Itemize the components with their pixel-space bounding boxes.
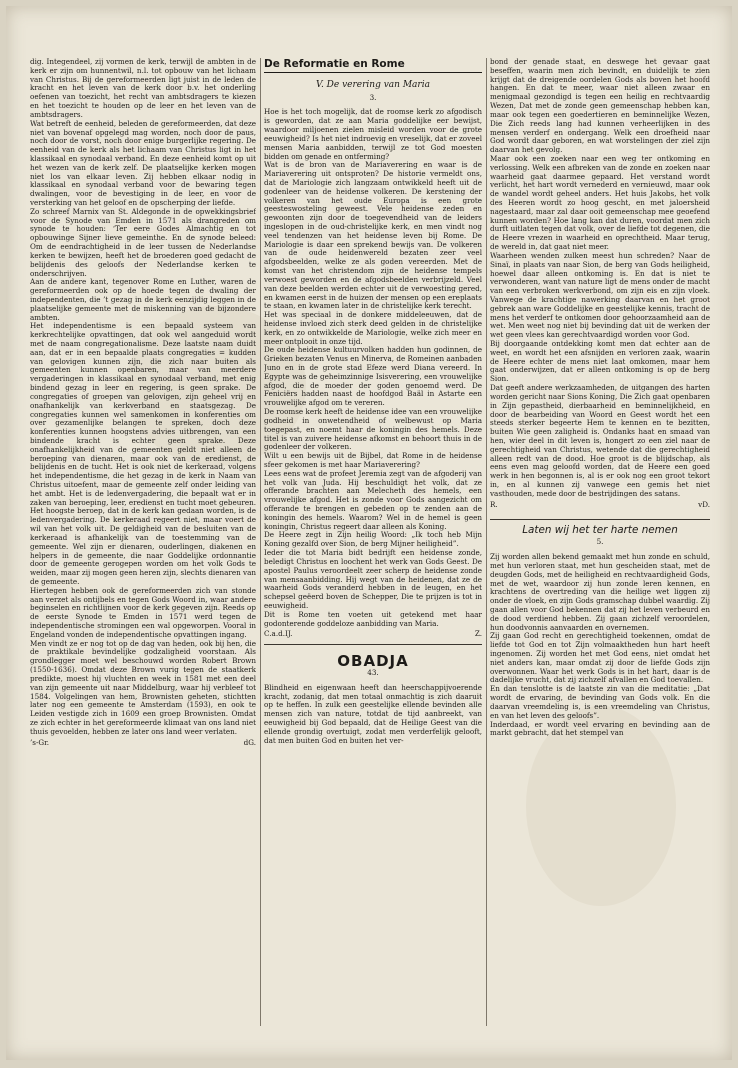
signature-place: ’s-Gr.	[30, 737, 50, 747]
article-subtitle: V. De verering van Maria	[316, 79, 430, 90]
section-title: De Reformatie en Rome	[264, 60, 482, 73]
article-column-reformatie	[264, 58, 482, 1018]
laten-title: Laten wij het ter harte nemen	[490, 519, 710, 535]
article-signature	[30, 739, 256, 748]
paragraph: Dit is Rome ten voeten uit getekend met haar godonterende goddeloze aanbidding van Maria.	[264, 609, 482, 628]
paragraph: Dat geeft andere werkzaamheden, de uitgangen des harten worden gericht naar Sions Koning, Die Zich gaat openbaren in Zijn gepastheid, dierbaarheid en beminnelijkheid, en door de bearbeiding van Woord en Geest wordt het een steeds sterker begeerte Hem te kennen en te bezitten, buiten Wie geen zaligheid is. Ondanks haat en smaad van hen, wier deel in dit leven is, hongert zo een ziel naar de gerechtigheid van Christus, wetende dat die gerechtigheid alleen redt van de dood. Hoe groot is de blijdschap, als eens even mag geloofd worden, dat de Heere een goed werk in hen begonnen is, al is er ook nog een groot tekort in, en al kunnen zij vanwege een gemis het niet vasthouden, mede door de bestrijdingen des satans.	[490, 383, 710, 498]
paragraph: Aan de andere kant, tegenover Rome en Luther, waren de gereformeerden ook op de hoede tegen de dwaling der independenten, die ’t gezag in de kerk eenzijdig leggen in de plaatselijke gemeente met de miskenning van de bijzondere ambten.	[30, 277, 256, 322]
paragraph: De Heere zegt in Zijn heilig Woord: „Ik toch heb Mijn Koning gezalfd over Sion, de berg Mijner heiligheid”.	[264, 530, 482, 549]
paragraph: De roomse kerk heeft de heidense idee van een vrouwelijke godheid in onwetendheid of welbewust op Maria toegepast, en noemt haar de koningin des hemels. Deze titel is van zuivere heidense afkomst en behoort thuis in de godenleer der volkeren.	[264, 407, 482, 452]
paragraph: Maar ook een zoeken naar een weg ter ontkoming en verlossing. Welk een afbreken van de zonde en zoeken naar waarheid gaat daarmee gepaard. Het verstand wordt verlicht, het hart wordt vernederd en vernieuwd, maar ook de wandel wordt geheel anders. Het huis Jakobs, het volk des Heeren wordt zo hoog gescht, en met jaloersheid nagestaard, maar zal daar ooit gemeenschap mee geoefend kunnen worden? Hoe lang kan dat duren, voordat men zich durft uitlaten tegen dat volk, over de liefde tot degenen, die de Heere vrezen in waarheid en oprechtheid. Maar terug, de wereld in, dat gaat niet meer.	[490, 153, 710, 252]
paragraph: Bij doorgaande ontdekking komt men dat echter aan de weet, en wordt het een afsnijden en verloren zaak, waarin de Heere echter de mens niet laat omkomen, maar hem gaat onderwijzen, dat er alleen ontkoming is op de berg Sion.	[490, 339, 710, 384]
paragraph: Ieder die tot Maria bidt bedrijft een heidense zonde, beledigt Christus en loochent het werk van Gods Geest. De apostel Paulus veroordeelt zeer scherp de heidense zonde van mensaanbidding. Hij wegt van de heidenen, dat ze de waarheid Gods veranderd hebben in de leugen, en het schepsel geëerd boven de Schepper, Die te prijzen is tot in eeuwigheid.	[264, 548, 482, 610]
paragraph: Zij gaan God recht en gerechtigheid toekennen, omdat de liefde tot God en tot Zijn volmaaktheden hun hart heeft ingenomen. Zij worden het met God eens, niet omdat het niet anders kan, maar omdat zij door de liefde Gods zijn overwonnen. Waar het werk Gods is in het hart, daar is de dadelijke vrucht, dat zij zichzelf afvallen en God toevallen.	[490, 631, 710, 685]
paragraph: Hoe is het toch mogelijk, dat de roomse kerk zo afgodisch is geworden, dat ze aan Maria goddelijke eer bewijst, waardoor miljoenen zielen misleid worden voor de grote eeuwigheid? Is het niet indroevig en vreselijk, dat er zoveel mensen Maria aanbidden, terwijl ze tot God moesten bidden om genade en ontferming?	[264, 107, 482, 161]
article-number: 3.	[369, 92, 377, 102]
laten-number: 5.	[596, 537, 604, 547]
signature-initials: vD.	[698, 499, 710, 509]
paragraph: Hiertegen hebben ook de gereformeerden zich van stonde aan verzet als ontijbels en tegen Gods Woord in, waar andere beginselen en richtlijnen voor de kerk gegeven zijn. Reeds op de eerste Synode te Emden in 1571 werd tegen de independentische stromingen een wal opgeworpen. Vooral in Engeland vonden de independentische opvattingen ingang.	[30, 585, 256, 639]
article-column-obadja-continued	[490, 58, 710, 1018]
signature-place: Z.	[474, 629, 482, 639]
paragraph: Het independentisme is een bepaald systeem van kerkrechtelijke opvattingen, dat ook wel aangeduid wordt met de naam congregationalisme. Deze laatste naam duidt aan, dat er in een bepaalde plaats congregaties = kudden van gelovigen kunnen zijn, die zich naar buiten als gemeenten kunnen openbaren, maar van meerdere vergaderingen in klassikaal en synodaal verband, met enig bindend gezag in leer en regering, is geen sprake. De congregaties of groepen van gelovigen, zijn geheel vrij en onafhankelijk van kerkverband en staatsgezag. De congregaties kunnen wel samenkomen in konferenties om over gezamenlijke belangen te spreken, doch deze konferenties kunnen hoogstens advies uitbrengen, van een bindende kracht is echter geen sprake. Deze onafhankelijkheid van de gemeenten geldt niet alleen de beroeping van dienaren, maar ook van de eredienst, de belijdenis en de tucht. Het is ook niet de kerkeraad, volgens het independentisme, die het gezag in de kerk in Naam van Christus uitoefent, maar de gemeente zelf onder leiding van het ambt. Het is de ledenvergadering, die bepaalt wat er in zaken van beroeping, leer, eredienst en tucht moet gebeuren. Het hoogste beroep, dat in de kerk kan gedaan worden, is de ledenvergadering. De kerkeraad regeert niet, maar voert de wil van het volk uit. De geldigheid van de besluiten van de kerkeraad is afhankelijk van de toestemming van de gemeente. Wel zijn er dienaren, ouderlingen, diakenen en helpers in de gemeente, die naar Goddelijke ordonnantie door de gemeente gerogepen worden om het volk Gods te weiden, maar zij mogen geen heren zijn, slechts dienaren van de gemeente.	[30, 321, 256, 586]
signature-initials: dG.	[243, 737, 256, 747]
obadja-number: 43.	[367, 668, 379, 677]
paragraph: Lees eens wat de profeet Jeremia zegt van de afgoderij van het volk van Juda. Hij beschuldigt het volk, dat ze offerande brachten aan Melecheth des hemels, een vrouwelijke afgod. Het is zonde voor Gods aangezicht om offerande te brengen en gebeden op te zenden aan de koningin des hemels. Waarom? Wel in de hemel is geen koningin, Christus regeert daar alleen als Koning.	[264, 468, 482, 531]
paragraph: Inderdaad, er wordt veel ervaring en bevinding aan de markt gebracht, dat het stempel van	[490, 719, 710, 738]
paragraph: Waarheen wenden zulken meest hun schreden? Naar de Sinaï, in plaats van naar Sion, de berg van Gods heiligheid, hoewel daar alleen ontkoming is. En dat is niet te verwonderen, want van nature ligt de mens onder de macht van een verbroken werkverbond, om zijn eis en zijn vloek. Vanwege de krachtige nawerking daarvan en het groot gebrek aan ware Goddelijke en geestelijke kennis, tracht de mens het verderf te ontkomen door gehoorzaamheid aan de wet. Men weet nog niet bij bevinding dat uit de werken der wet geen vlees kan gerechtvaardigd worden voor God.	[490, 250, 710, 340]
paragraph: Zo schreef Marnix van St. Aldegonde in de opwekkingsbrief voor de Synode van Emden in 1571 als drangreden om synode te houden: ‘Ter eere Godes Almachtig en tot opbouwinge Sijner lieve gemeinthe. En de synode beleed: Om de eendrachtigheid in de leer tussen de Nederlandse kerken te bewijzen, heeft het de broederen goed gedacht de belijdenis des geloofs der Nederlandse kerken te onderschrijven.	[30, 206, 256, 278]
column-rule	[486, 58, 487, 1026]
signature-initials: C.a.d.IJ.	[264, 629, 293, 639]
article-signature	[264, 630, 482, 639]
paragraph: Zij worden allen bekend gemaakt met hun zonde en schuld, met hun verloren staat, met hun gescheiden staat, met de deugden Gods, met de heiligheid en rechtvaardigheid Gods, met de wet, waardoor zij hun zonde leren kennen, en krachtens de overtreding van die heilige wet liggen zij onder de vloek, en zijn Gods gramschap dubbel waardig. Zij gaan allen voor God bekennen dat zij het leven verbeurd en de dood verdiend hebben. Zij gaan zichzelf veroordelen, hun doodvonnis aanvaarden en overnemen.	[490, 552, 710, 632]
paragraph: Wilt u een bewijs uit de Bijbel, dat Rome in de heidense sfeer gekomen is met haar Mariaverering?	[264, 451, 482, 469]
paragraph: bond der genade staat, en deswege het gevaar gaat beseffen, waarin men zich bevindt, en duidelijk te zien krijgt dat de dreigende oordelen Gods als boven het hoofd hangen. En dat te meer, waar niet alleen zwaar en menigmaal gezondigd is tegen een heilig en rechtvaardig Wezen, Dat met de zonde geen gemeenschap hebben kan, maar ook tegen een goedertieren en beminnelijke Wezen, Die Zich reeds lang had kunnen verheerlijken in des mensen verderf en ondergang. Welk een droefheid naar God wordt daar geboren, en wat worstelingen der ziel zijn daarvan het gevolg.	[490, 58, 710, 155]
paragraph: En dan tenslotte is de laatste zin van die meditatie: „Dat wordt de ervaring, de bevinding van Gods volk. En die daarvan vreemdeling is, is een vreemdeling van Christus, en van het leven des geloofs”.	[490, 684, 710, 720]
obadja-title: OBADJA	[337, 652, 409, 671]
column-rule	[260, 58, 261, 1026]
paragraph: Wat betreft de eenheid, beleden de gereformeerden, dat deze niet van bovenaf opgelegd mag worden, noch door de paus, noch door de vorst, noch door enige burgerlijke regering. De eenheid van de kerk als het lichaam van Christus ligt in het klassikaal en synodaal verband. En deze eenheid komt op uit het wezen van de kerk zelf. De plaatselijke kerken mogen niet los van elkaar leven. Zij hebben elkaar nodig in klassikaal en synodaal verband voor de bewaring tegen dwalingen, voor de bevestiging in de leer, en voor de versterking van het geloof en de opscherping der liefde.	[30, 118, 256, 207]
paragraph: De oude heidense kultuurvolken hadden hun godinnen, de Grieken bezaten Venus en Minerva, de Romeinen aanbaden Juno en in de grote stad Efeze werd Diana vereerd. In Egypte was de geheimzinnige Isisverering, een vrouwelijke afgod, die de moeder der goden genoemd werd. De Feniciërs hadden naast de hoofdgod Baäl in Astarte een vrouwelijke afgod om te vereren.	[264, 345, 482, 408]
paragraph: dig. Integendeel, zij vormen de kerk, terwijl de ambten in de kerk er zijn om hunnentwil, n.l. tot opbouw van het lichaam van Christus. Bij de gereformeerden ligt juist in de leden de kracht en het leven van de kerk door b.v. het onderling oefenen van toezicht, het recht van ambtsdragers te kiezen en het toezicht te houden op de leer en het leven van de ambtsdragers.	[30, 58, 256, 119]
article-signature	[490, 501, 710, 510]
paragraph: Men vindt ze er nog tot op de dag van heden, ook bij hen, die de praktikale bevindelijke godzaligheid voorstaan. Als grondlegger moet wel beschouwd worden Robert Brown (1550-1636). Omdat deze Brown vurig tegen de staatkerk predikte, moest hij vluchten en week in 1581 met een deel van zijn gemeente uit naar Middelburg, waar hij verbleef tot 1584. Volgelingen van hem, Brownisten geheten, stichtten later nog een gemeente te Amsterdam (1593), en ook te Leiden vestigde zich in 1609 een groep Brownisten. Omdat ze zich echter in het gereformeerde klimaat van ons land niet thuis gevoelden, hebben ze later ons land weer verlaten.	[30, 638, 256, 736]
paragraph: Het was speciaal in de donkere middeleeuwen, dat de heidense invloed zich sterk deed gelden in de christelijke kerk, en zo ontwikkelde de Mariologie, welke zich meer en meer ontplooit in onze tijd.	[264, 310, 482, 346]
divider	[264, 644, 482, 645]
paragraph: Blindheid en eigenwaan heeft dan heerschappijvoerende kracht, zodanig, dat men totaal onmachtig is zich daaruit op te heffen. In zulk een geestelijke ellende bevinden alle mensen zich van nature, totdat de tijd aanbreekt, van eeuwigheid bij God bepaald, dat de Heilige Geest van die ellende grondig overtuigt, zodat men verderfelijk gelooft, dat men buiten God en buiten het ver-	[264, 682, 482, 745]
newspaper-page	[6, 6, 732, 1060]
article-column-kerkrecht	[30, 58, 256, 1018]
signature-place: R.	[490, 499, 498, 509]
paragraph: Wat is de bron van de Mariaverering en waar is de Mariaverering uit ontsproten? De historie vermeldt ons, dat de Mariologie zich langzaam ontwikkeld heeft uit de godenleer van de heidense volkeren. De kerstening der volkeren van het oude Europa is een grote geesteswosteling geweest. Vele heidense zeden en gewoonten zijn door de toegevendheid van de leiders ingeslopen in de oud-christelijke kerk, en men vindt nog veel tendenzen van het heidense leven bij Rome. De Mariologie is daar een sprekend bewijs van. De volkeren van de oude heidenwereld bezaten zeer veel afgodsbeelden, welke ze als goden vereerden. Met de komst van het christendom zijn de heidense tempels verwoest geworden en de afgodsbeelden verbrijzeld. Veel van deze beelden werden echter uit de verwoesting gered, en kwamen eerst in de huizen der mensen op een ereplaats te staan, en kwamen later in de christelijke kerk terecht.	[264, 160, 482, 311]
